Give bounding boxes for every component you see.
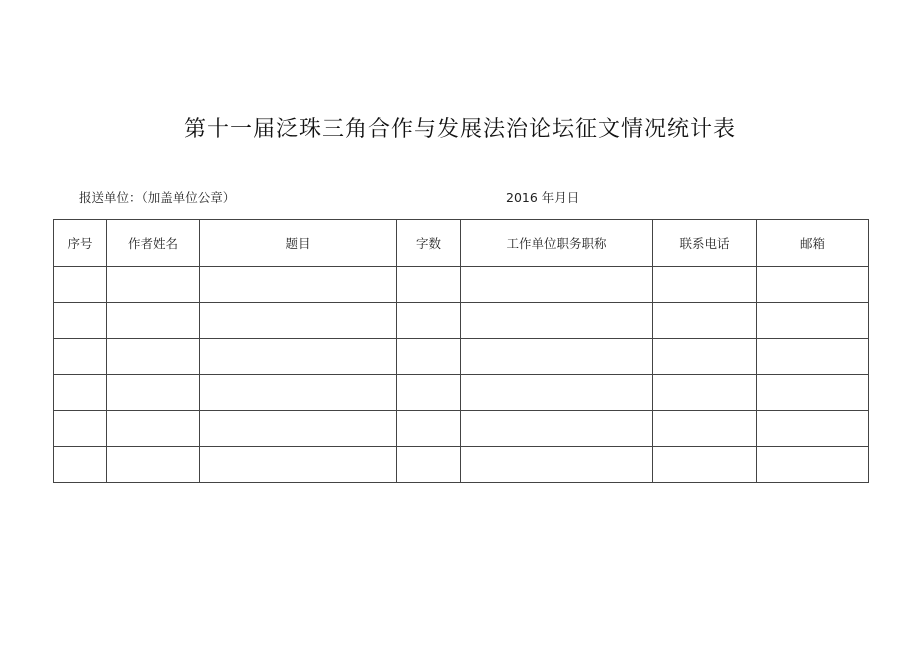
table-cell bbox=[461, 411, 653, 447]
table-cell bbox=[200, 375, 397, 411]
table-cell bbox=[461, 339, 653, 375]
table-cell bbox=[461, 447, 653, 483]
table-row bbox=[54, 267, 869, 303]
header-email: 邮箱 bbox=[757, 220, 869, 267]
table-cell bbox=[107, 303, 200, 339]
table-cell bbox=[54, 303, 107, 339]
table-cell bbox=[397, 303, 461, 339]
table-cell bbox=[397, 339, 461, 375]
table-cell bbox=[757, 375, 869, 411]
table-cell bbox=[397, 411, 461, 447]
submit-unit-label: 报送单位：（加盖单位公章） bbox=[79, 190, 236, 205]
table-cell bbox=[107, 339, 200, 375]
table-cell bbox=[757, 411, 869, 447]
table-cell bbox=[200, 411, 397, 447]
table-cell bbox=[757, 339, 869, 375]
table-cell bbox=[461, 267, 653, 303]
table-cell bbox=[653, 375, 757, 411]
table-cell bbox=[461, 303, 653, 339]
table-cell bbox=[397, 447, 461, 483]
table-row bbox=[54, 339, 869, 375]
table-cell bbox=[397, 267, 461, 303]
table-cell bbox=[653, 267, 757, 303]
essay-statistics-table bbox=[53, 219, 869, 483]
table-cell bbox=[200, 339, 397, 375]
table-cell bbox=[757, 303, 869, 339]
table-row bbox=[54, 375, 869, 411]
table-cell bbox=[54, 447, 107, 483]
header-essay-title: 题目 bbox=[200, 220, 397, 267]
table-cell bbox=[107, 267, 200, 303]
table-cell bbox=[54, 411, 107, 447]
table-row bbox=[54, 303, 869, 339]
table-cell bbox=[107, 447, 200, 483]
header-word-count: 字数 bbox=[397, 220, 461, 267]
table-cell bbox=[107, 375, 200, 411]
table-row bbox=[54, 411, 869, 447]
table-cell bbox=[54, 339, 107, 375]
table-cell bbox=[200, 447, 397, 483]
table-cell bbox=[397, 375, 461, 411]
header-phone: 联系电话 bbox=[653, 220, 757, 267]
table-cell bbox=[107, 411, 200, 447]
date-label: 2016 年月日 bbox=[506, 190, 580, 205]
header-work-unit-position: 工作单位职务职称 bbox=[461, 220, 653, 267]
table-cell bbox=[757, 267, 869, 303]
document-title: 第十一届泛珠三角合作与发展法治论坛征文情况统计表 bbox=[183, 117, 736, 142]
table-cell bbox=[653, 303, 757, 339]
table-row bbox=[54, 447, 869, 483]
table-header-row bbox=[54, 220, 869, 267]
table-cell bbox=[461, 375, 653, 411]
table-cell bbox=[54, 375, 107, 411]
table-cell bbox=[653, 447, 757, 483]
table-cell bbox=[653, 411, 757, 447]
table-cell bbox=[653, 339, 757, 375]
table-cell bbox=[200, 303, 397, 339]
header-serial-number: 序号 bbox=[54, 220, 107, 267]
table-cell bbox=[757, 447, 869, 483]
table-cell bbox=[200, 267, 397, 303]
table-cell bbox=[54, 267, 107, 303]
header-author-name: 作者姓名 bbox=[107, 220, 200, 267]
